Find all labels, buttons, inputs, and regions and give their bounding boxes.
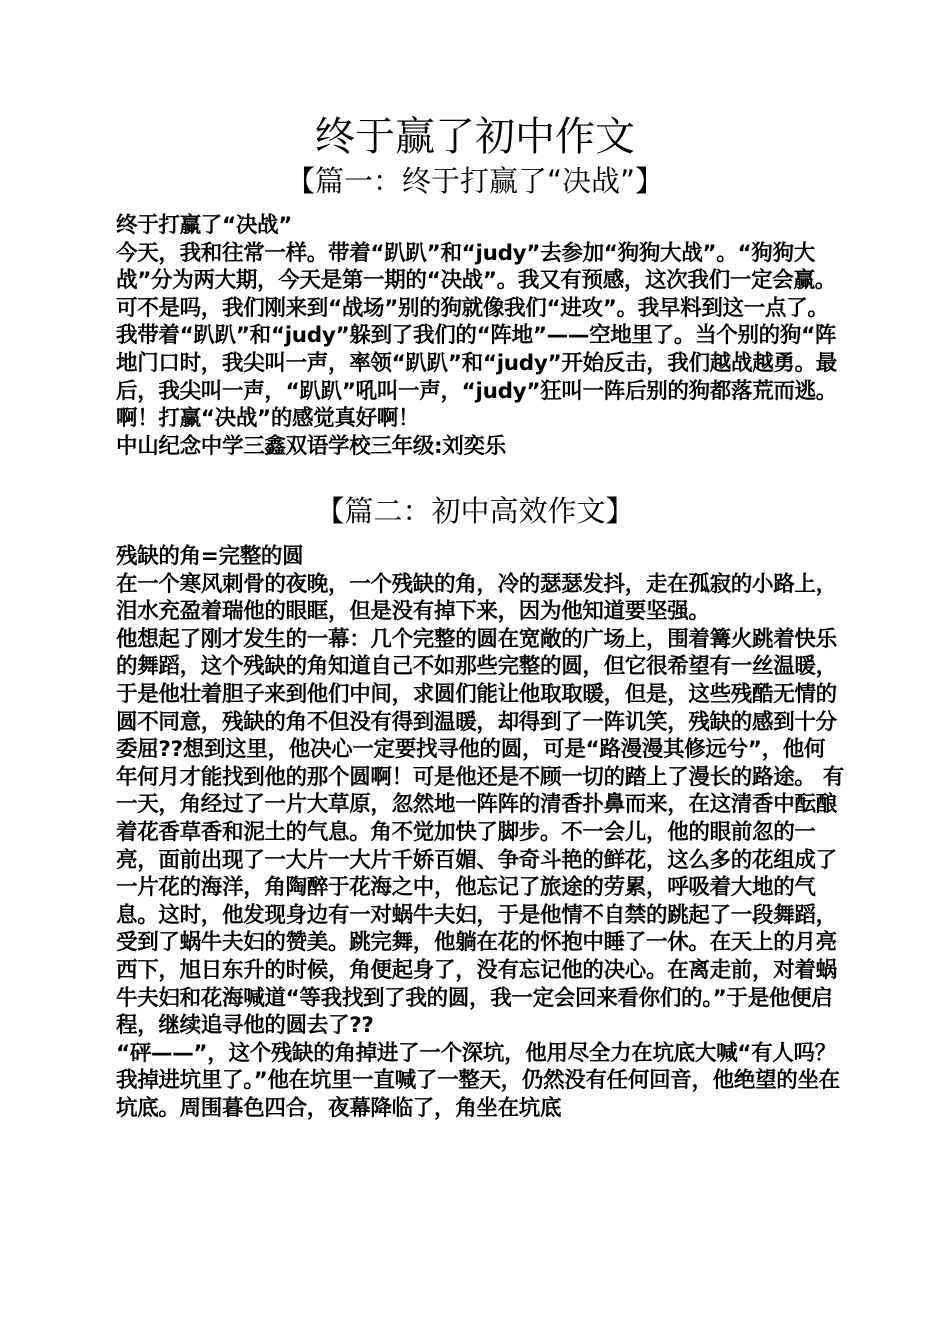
section2-subtitle: 残缺的角=完整的圆 [116, 544, 304, 569]
section1-heading: 【篇一：终于打赢了“决战”】 [285, 164, 665, 198]
section1-paragraph-2: 可不是吗，我们刚来到“战场”别的狗就像我们“进攻”。我早料到这一点了。我带着“趴趴”和“judy”躲到了我们的“阵地”——空地里了。当个别的狗“阵地门口时，我尖叫一声，率领“趴趴”和“judy”开始反击，我们越战越勇。最后，我尖叫一声，“趴趴”吼叫一声，“judy”狂叫一阵后别的狗都落荒而逃。啊！打赢“决战”的感觉真好啊！ [116, 295, 838, 432]
section2-paragraph-2: 他想起了刚才发生的一幕：几个完整的圆在宽敞的广场上，围着篝火跳着快乐的舞蹈，这个残缺的角知道自己不如那些完整的圆，但它很希望有一丝温暖，于是他壮着胆子来到他们中间，求圆们能让他取取暖，但是，这些残酷无情的圆不同意，残缺的角不但没有得到温暖，却得到了一阵讥笑，残缺的感到十分委屈??想到这里，他决心一定要找寻他的圆，可是“路漫漫其修远兮”，他何年何月才能找到他的那个圆啊！可是他还是不顾一切的踏上了漫长的路途。 有一天，角经过了一片大草原，忽然地一阵阵的清香扑鼻而来，在这清香中酝酿着花香草香和泥土的气息。角不觉加快了脚步。不一会儿，他的眼前忽的一亮，面前出现了一大片一大片千娇百媚、争奇斗艳的鲜花，这么多的花组成了一片花的海洋，角陶醉于花海之中，他忘记了旅途的劳累，呼吸着大地的气息。这时，他发现身边有一对蜗牛夫妇，于是他情不自禁的跳起了一段舞蹈，受到了蜗牛夫妇的赞美。跳完舞，他躺在花的怀抱中睡了一休。在天上的月亮西下，旭日东升的时候，角便起身了，没有忘记他的决心。在离走前，对着蜗牛夫妇和花海喊道“等我找到了我的圆，我一定会回来看你们的。”于是他便启程，继续追寻他的圆去了?? [116, 626, 844, 1039]
section2-paragraph-1: 在一个寒风刺骨的夜晚，一个残缺的角，冷的瑟瑟发抖，走在孤寂的小路上，泪水充盈着瑞他的眼眶，但是没有掉下来，因为他知道要坚强。 [116, 571, 837, 625]
section2-body [116, 543, 844, 1122]
page-title: 终于赢了初中作文 [315, 114, 635, 160]
section1-body [116, 212, 844, 460]
section1-paragraph-1: 今天，我和往常一样。带着“趴趴”和“judy”去参加“狗狗大战”。“狗狗大战”分为两大期，今天是第一期的“决战”。我又有预感，这次我们一定会赢。 [116, 240, 836, 294]
section1-subtitle: 终于打赢了“决战” [116, 213, 293, 238]
section1-signature: 中山纪念中学三鑫双语学校三年级:刘奕乐 [116, 433, 506, 459]
section2-paragraph-3: “砰——”，这个残缺的角掉进了一个深坑，他用尽全力在坑底大喊“有人吗？我掉进坑里了。”他在坑里一直喊了一整天，仍然没有任何回音，他绝望的坐在坑底。周围暮色四合，夜幕降临了，角坐在坑底 [116, 1040, 840, 1121]
section2-heading: 【篇二：初中高效作文】 [315, 494, 635, 528]
